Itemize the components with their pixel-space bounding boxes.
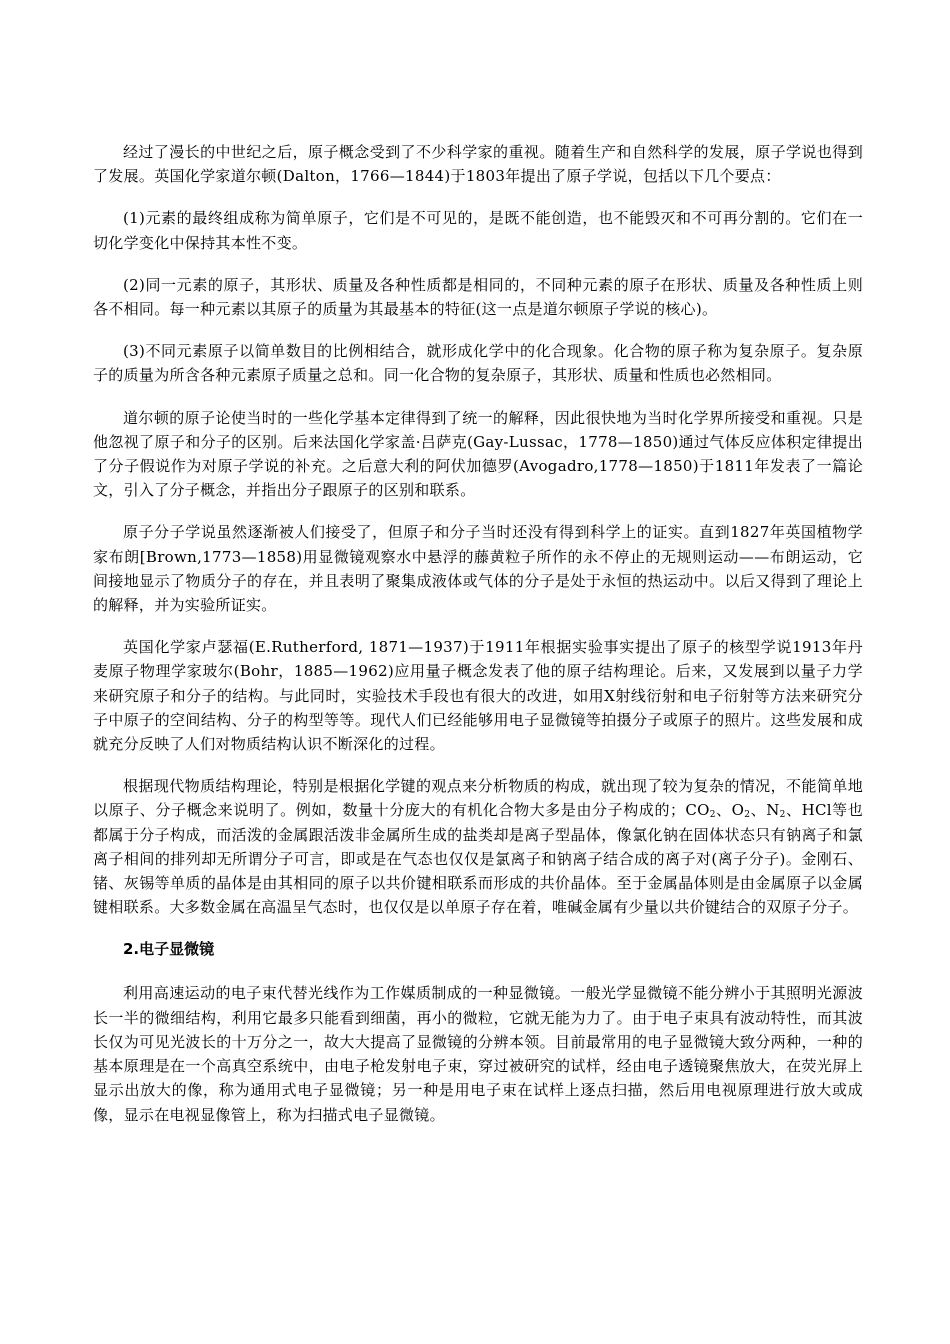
formula-co2: $CO_2$ — [685, 801, 716, 821]
document-page — [93, 140, 863, 1145]
paragraph-dalton-intro: 经过了漫长的中世纪之后，原子概念受到了不少科学家的重视。随着生产和自然科学的发展，原子学说也得到了发展。英国化学家道尔顿(Dalton，1766—1844)于1803年提出了原子学说，包括以下几个要点： — [93, 143, 863, 186]
paragraph-text: 、HCl等也都属于分子构成，而活泼的金属跟活泼非金属所生成的盐类却是离子型晶体，像氯化钠在固体状态只有钠离子和氯离子相间的排列却无所谓分子可言，即或是在气态也仅仅是氯离子和钠离子结合成的离子对(离子分子)。金刚石、锗、灰锡等单质的晶体是由其相同的原子以共价键相联系而形成的共价晶体。至于金属晶体则是由金属原子以金属键相联系。大多数金属在高温呈气态时，也仅仅是以单原子存在着，唯碱金属有少量以共价键结合的双原子分子。 — [93, 801, 864, 917]
paragraph-point-2: (2)同一元素的原子，其形状、质量及各种性质都是相同的，不同种元素的原子在形状、质量及各种性质上则各不相同。每一种元素以其原子的质量为其最基本的特征(这一点是道尔顿原子学说的核心)。 — [93, 275, 863, 319]
paragraph-point-1: (1)元素的最终组成称为简单原子，它们是不可见的，是既不能创造，也不能毁灭和不可再分割的。它们在一切化学变化中保持其本性不变。 — [93, 209, 863, 252]
paragraph-text: 根据现代物质结构理论，特别是根据化学键的观点来分析物质的构成，就出现了较为复杂的情况，不能简单地以原子、分子概念来说明了。例如，数量十分庞大的有机化合物大多是由分子构成的； — [93, 777, 863, 820]
section-heading: 2.电子显微镜 — [123, 940, 215, 959]
formula-n2: $N_2$ — [766, 801, 786, 821]
paragraph-avogadro: 道尔顿的原子论使当时的一些化学基本定律得到了统一的解释，因此很快地为当时化学界所接受和重视。只是他忽视了原子和分子的区别。后来法国化学家盖·吕萨克(Gay-Lussac，1778—1850)通过气体反应体积定律提出了分子假说作为对原子学说的补充。之后意大利的阿伏加德罗(Avogadro,1778—1850)于1811年发表了一篇论文，引入了分子概念，并指出分子跟原子的区别和联系。 — [93, 408, 863, 500]
paragraph-point-3: (3)不同元素原子以简单数目的比例相结合，就形成化学中的化合现象。化合物的原子称为复杂原子。复杂原子的质量为所含各种元素原子质量之总和。同一化合物的复杂原子，其形状、质量和性质也必然相同。 — [93, 342, 863, 385]
paragraph-electron-microscope: 利用高速运动的电子束代替光线作为工作媒质制成的一种显微镜。一般光学显微镜不能分辨小于其照明光源波长一半的微细结构，利用它最多只能看到细菌，再小的微粒，它就无能为力了。由于电子束具有波动特性，而其波长仅为可见光波长的十万分之一，故大大提高了显微镜的分辨本领。目前最常用的电子显微镜大致分两种，一种的基本原理是在一个高真空系统中，由电子枪发射电子束，穿过被研究的试样，经由电子透镜聚焦放大，在荧光屏上显示出放大的像，称为通用式电子显微镜；另一种是用电子束在试样上逐点扫描，然后用电视原理进行放大或成像，显示在电视显像管上，称为扫描式电子显微镜。 — [93, 984, 863, 1124]
paragraph-chemical-bond: 根据现代物质结构理论，特别是根据化学键的观点来分析物质的构成，就出现了较为复杂的情况，不能简单地以原子、分子概念来说明了。例如，数量十分庞大的有机化合物大多是由分子构成的；$CO_2$、$O_2$、$N_2$、HCl等也都属于分子构成，而活泼的金属跟活泼非金属所生成的盐类却是离子型晶体，像氯化钠在固体状态只有钠离子和氯离子相间的排列却无所谓分子可言，即或是在气态也仅仅是氯离子和钠离子结合成的离子对(离子分子)。金刚石、锗、灰锡等单质的晶体是由其相同的原子以共价键相联系而形成的共价晶体。至于金属晶体则是由金属原子以金属键相联系。大多数金属在高温呈气态时，也仅仅是以单原子存在着，唯碱金属有少量以共价键结合的双原子分子。 — [93, 777, 864, 917]
formula-o2: $O_2$ — [731, 801, 751, 821]
paragraph-brownian-motion: 原子分子学说虽然逐渐被人们接受了，但原子和分子当时还没有得到科学上的证实。直到1827年英国植物学家布朗[Brown,1773—1858)用显微镜观察水中悬浮的藤黄粒子所作的永不停止的无规则运动——布朗运动，它间接地显示了物质分子的存在，并且表明了聚集成液体或气体的分子是处于永恒的热运动中。以后又得到了理论上的解释，并为实验所证实。 — [93, 523, 863, 615]
paragraph-rutherford-bohr: 英国化学家卢瑟福(E.Rutherford, 1871—1937)于1911年根据实验事实提出了原子的核型学说1913年丹麦原子物理学家玻尔(Bohr，1885—1962)应用量子概念发表了他的原子结构理论。后来，又发展到以量子力学来研究原子和分子的结构。与此同时，实验技术手段也有很大的改进，如用X射线衍射和电子衍射等方法来研究分子中原子的空间结构、分子的构型等等。现代人们已经能够用电子显微镜等拍摄分子或原子的照片。这些发展和成就充分反映了人们对物质结构认识不断深化的过程。 — [93, 638, 863, 754]
